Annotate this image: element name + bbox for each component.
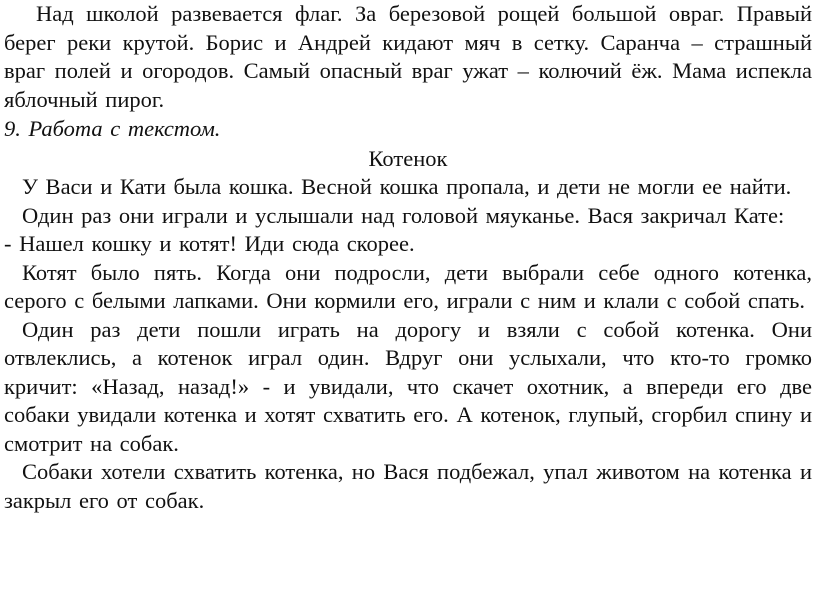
task-heading: 9. Работа с текстом. (4, 116, 221, 141)
story-paragraph: Собаки хотели схватить котенка, но Вася подбежал, упал животом на котенка и закрыл его от собак. (4, 459, 812, 513)
story-paragraph: Один раз они играли и услышали над головой мяуканье. Вася закричал Кате: (22, 202, 785, 228)
document-page (4, 0, 812, 515)
story-title: Котенок (368, 145, 448, 171)
intro-paragraph: Над школой развевается флаг. За березовой рощей большой овраг. Правый берег реки крутой. Борис и Андрей кидают мяч в сетку. Саранча – страшный враг полей и огородов. Самый опасный враг ужат – колючий ёж. Мама испекла яблочный пирог. (4, 1, 812, 112)
story-paragraph: Один раз дети пошли играть на дорогу и взяли с собой котенка. Они отвлеклись, а котенок играл один. Вдруг они услыхали, что кто-то громко кричит: «Назад, назад!» - и увидали, что скачет охотник, а впереди его две собаки увидали котенка и хотят схватить его. А котенок, глупый, сгорбил спину и смотрит на собак. (4, 316, 812, 456)
story-paragraph: Котят было пять. Когда они подросли, дети выбрали себе одного котенка, серого с белыми лапками. Они кормили его, играли с ним и клали с собой спать. (4, 259, 812, 313)
dialogue-line: - Нашел кошку и котят! Иди сюда скорее. (4, 231, 415, 256)
story-paragraph: У Васи и Кати была кошка. Весной кошка пропала, и дети не могли ее найти. (22, 174, 792, 199)
